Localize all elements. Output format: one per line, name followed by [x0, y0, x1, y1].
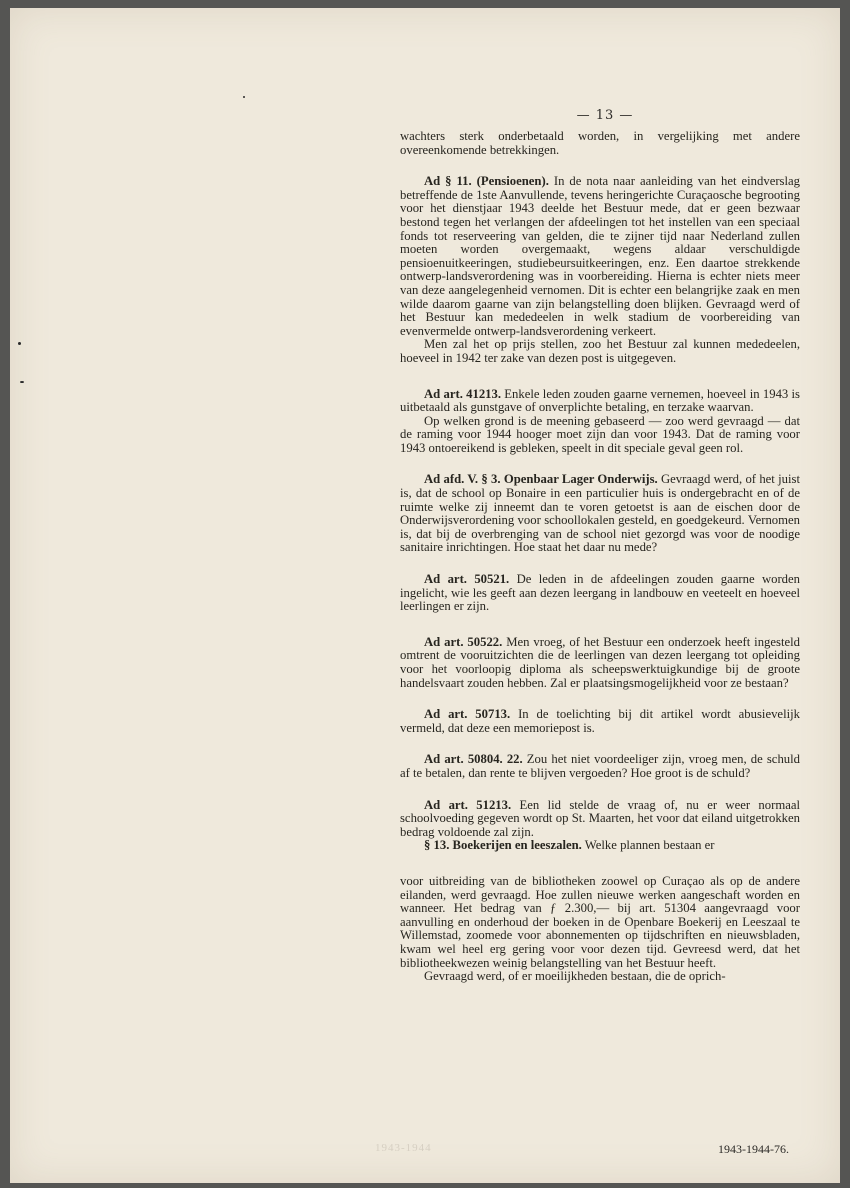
paragraph-continuation: wachters sterk onderbetaald worden, in vergelijking met andere overeenkomende betrekkingen. [400, 129, 800, 157]
paragraph-art-50522: Ad art. 50522. Men vroeg, of het Bestuur een onderzoek heeft ingesteld omtrent de vooruitzichten die de leerlingen van dezen leergang tot opleiding voor het voorloopig diploma als scheepswerktuigkundige bij de groote handelsvaart zouden hebben. Zal er plaatsingsmogelijkheid voor ze bestaan? [400, 634, 800, 690]
paragraph-final: Gevraagd werd, of er moeilijkheden bestaan, die de oprich- [424, 969, 726, 984]
paragraph-boekerijen-continued: voor uitbreiding van de bibliotheken zoowel op Curaçao als op de andere eilanden, werd gevraagd. Hoe zullen nieuwe werken aangeschaft worden en wanneer. Het bedrag van ƒ 2.300,— bij art. 51304 aangevraagd voor aanvulling en onderhoud der boeken in de Openbare Boekerij en Leeszaal te Willemstad, zoomede voor abonnementen op tijdschriften en nieuwsbladen, kwam wel heel erg gering voor voor dezen tijd. Gevreesd werd, dat het bibliotheekwezen weinig belangstelling van het Bestuur heeft. [400, 873, 800, 970]
text-column [400, 130, 800, 984]
paragraph-art-50521: Ad art. 50521. De leden in de afdeelingen zouden gaarne worden ingelicht, wie les geeft aan dezen leergang in landbouw en veeteelt en hoeveel leerlingen er zijn. [400, 572, 800, 614]
paragraph-pensioenen: Ad § 11. (Pensioenen). In de nota naar aanleiding van het eindverslag betreffende de 1ste Aanvullende, tevens heringerichte Curaçaosche begrooting voor het dienstjaar 1943 deelde het Bestuur mede, dat er geen bezwaar bestond tegen het verlangen der afdeelingen tot het instellen van een speciaal fonds tot reserveering van gelden, die te zijner tijd naar Nederland zullen moeten worden overgemaakt, wegens aldaar verschuldigde pensioenuitkeeringen, studiebeursuitkeeringen, enz. Een daartoe strekkende ontwerp-landsverordening was in voorbereiding. Hierna is echter niets meer van deze aangelegenheid vernomen. Dit is echter een belangrijke zaak en men wilde daarom gaarne van zijn belangstelling doen blijken. Gevraagd werd of het Bestuur kan mededeelen in welk stadium de voorbereiding van evenvermelde ontwerp-landsverordening verkeert. [400, 174, 800, 338]
paper-speck [20, 381, 24, 383]
paragraph-art-41213-followup: Op welken grond is de meening gebaseerd — zoo werd gevraagd — dat de raming voor 1944 hooger moet zijn dan voor 1943. Dat de raming voor 1943 ontoereikend is gebleken, speelt in dit speciale geval geen rol. [400, 413, 800, 455]
paper-speck [18, 342, 21, 345]
paragraph-afd-v-onderwijs: Ad afd. V. § 3. Openbaar Lager Onderwijs. Gevraagd werd, of het juist is, dat de school op Bonaire in een particulier huis is ondergebracht en of de ruimte welke zij inneemt dan te voren getoetst is aan de eischen door de Onderwijsverordening voor schoollokalen gesteld, en goedgekeurd. Vernomen is, dat bij de overbrenging van de school niet gezorgd was voor de noodige sanitaire inrichtingen. Hoe staat het daar nu mede? [400, 472, 800, 555]
paper-speck [243, 96, 245, 98]
paragraph-art-50713: Ad art. 50713. In de toelichting bij dit artikel wordt abusievelijk vermeld, dat deze een memoriepost is. [400, 707, 800, 735]
footer-code: 1943-1944-76. [718, 1142, 789, 1156]
faded-stamp: 1943-1944 [375, 1142, 432, 1154]
paragraph-art-50804: Ad art. 50804. 22. Zou het niet voordeeliger zijn, vroeg men, de schuld af te betalen, dan rente te blijven vergoeden? Hoe groot is de schuld? [400, 752, 800, 780]
paragraph-pensioenen-followup: Men zal het op prijs stellen, zoo het Bestuur zal kunnen mededeelen, hoeveel in 1942 ter zake van dezen post is uitgegeven. [400, 337, 800, 365]
document-page [10, 8, 840, 1183]
paragraph-boekerijen: § 13. Boekerijen en leeszalen. Welke plannen bestaan er [424, 838, 715, 853]
paragraph-art-51213: Ad art. 51213. Een lid stelde de vraag of, nu er weer normaal schoolvoeding gegeven wordt op St. Maarten, het voor dat eiland uitgetrokken bedrag voldoende zal zijn. [400, 797, 800, 839]
page-number: — 13 — [576, 108, 634, 123]
paragraph-art-41213: Ad art. 41213. Enkele leden zouden gaarne vernemen, hoeveel in 1943 is uitbetaald als gunstgave of onverplichte betaling, en terzake waarvan. [400, 386, 800, 415]
